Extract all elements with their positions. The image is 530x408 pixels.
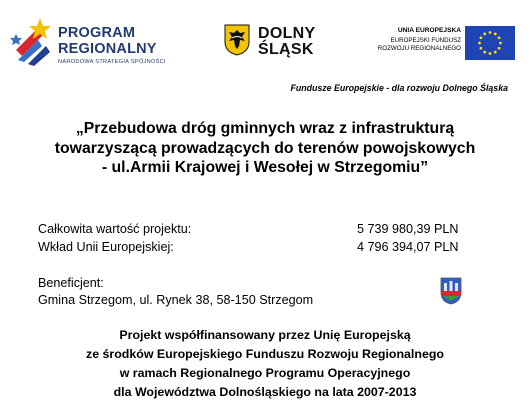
project-title-line3: - ul.Armii Krajowej i Wesołej w Strzegomiu” bbox=[101, 159, 429, 176]
cofunding-line4: dla Województwa Dolnośląskiego na lata 2007-2013 bbox=[113, 385, 417, 399]
eu-contribution-label: Wkład Unii Europejskiej: bbox=[38, 240, 174, 254]
eu-star-icon bbox=[498, 36, 501, 39]
program-logo-subtitle: NARODOWA STRATEGIA SPÓJNOŚCI bbox=[58, 59, 166, 65]
eu-star-icon bbox=[494, 51, 497, 54]
total-value-label: Całkowita wartość projektu: bbox=[38, 222, 192, 236]
funds-tagline: Fundusze Europejskie - dla rozwoju Dolnego Śląska bbox=[290, 83, 508, 93]
project-title bbox=[0, 119, 530, 178]
cofunding-line3: w ramach Regionalnego Programu Operacyjnego bbox=[119, 366, 411, 380]
project-title-line1: „Przebudowa dróg gminnych wraz z infrastrukturą bbox=[75, 120, 455, 137]
dolny-slask-logo bbox=[224, 24, 334, 60]
eu-star-icon bbox=[478, 42, 481, 45]
eagle-crest-icon bbox=[224, 24, 250, 56]
eu-contribution-value: 4 796 394,07 PLN bbox=[357, 240, 459, 254]
strzegom-coat-of-arms-icon bbox=[440, 277, 462, 305]
eu-star-icon bbox=[483, 33, 486, 36]
eu-logo-line1: UNIA EUROPEJSKA bbox=[397, 27, 461, 34]
eu-star-icon bbox=[489, 31, 492, 34]
eu-star-icon bbox=[483, 51, 486, 54]
program-logo-line1: PROGRAM bbox=[58, 25, 136, 41]
eu-star-icon bbox=[489, 52, 492, 55]
program-regionalny-logo bbox=[8, 16, 198, 72]
program-logo-line2: REGIONALNY bbox=[58, 41, 157, 57]
eu-star-icon bbox=[498, 47, 501, 50]
program-star-icon bbox=[8, 16, 56, 66]
eu-fund-logo bbox=[370, 24, 515, 60]
eu-star-icon bbox=[499, 42, 502, 45]
cofunding-line2: ze środków Europejskiego Funduszu Rozwoju Regionalnego bbox=[86, 347, 444, 361]
cofunding-statement bbox=[0, 326, 530, 402]
region-logo-line2: ŚLĄSK bbox=[258, 41, 314, 58]
eu-star-icon bbox=[494, 33, 497, 36]
project-title-line2: towarzyszącą prowadzących do terenów powojskowych bbox=[54, 139, 476, 157]
beneficiary-address: Gmina Strzegom, ul. Rynek 38, 58-150 Strzegom bbox=[38, 293, 314, 307]
beneficiary-label: Beneficjent: bbox=[38, 276, 104, 290]
total-value: 5 739 980,39 PLN bbox=[357, 222, 459, 236]
eu-logo-line3: ROZWOJU REGIONALNEGO bbox=[377, 45, 461, 52]
region-logo-line1: DOLNY bbox=[258, 25, 316, 42]
eu-logo-line2: EUROPEJSKI FUNDUSZ bbox=[390, 37, 461, 44]
eu-star-icon bbox=[480, 47, 483, 50]
eu-star-icon bbox=[480, 36, 483, 39]
cofunding-line1: Projekt współfinansowany przez Unię Europejską bbox=[119, 328, 411, 342]
eu-flag-icon bbox=[465, 26, 515, 60]
